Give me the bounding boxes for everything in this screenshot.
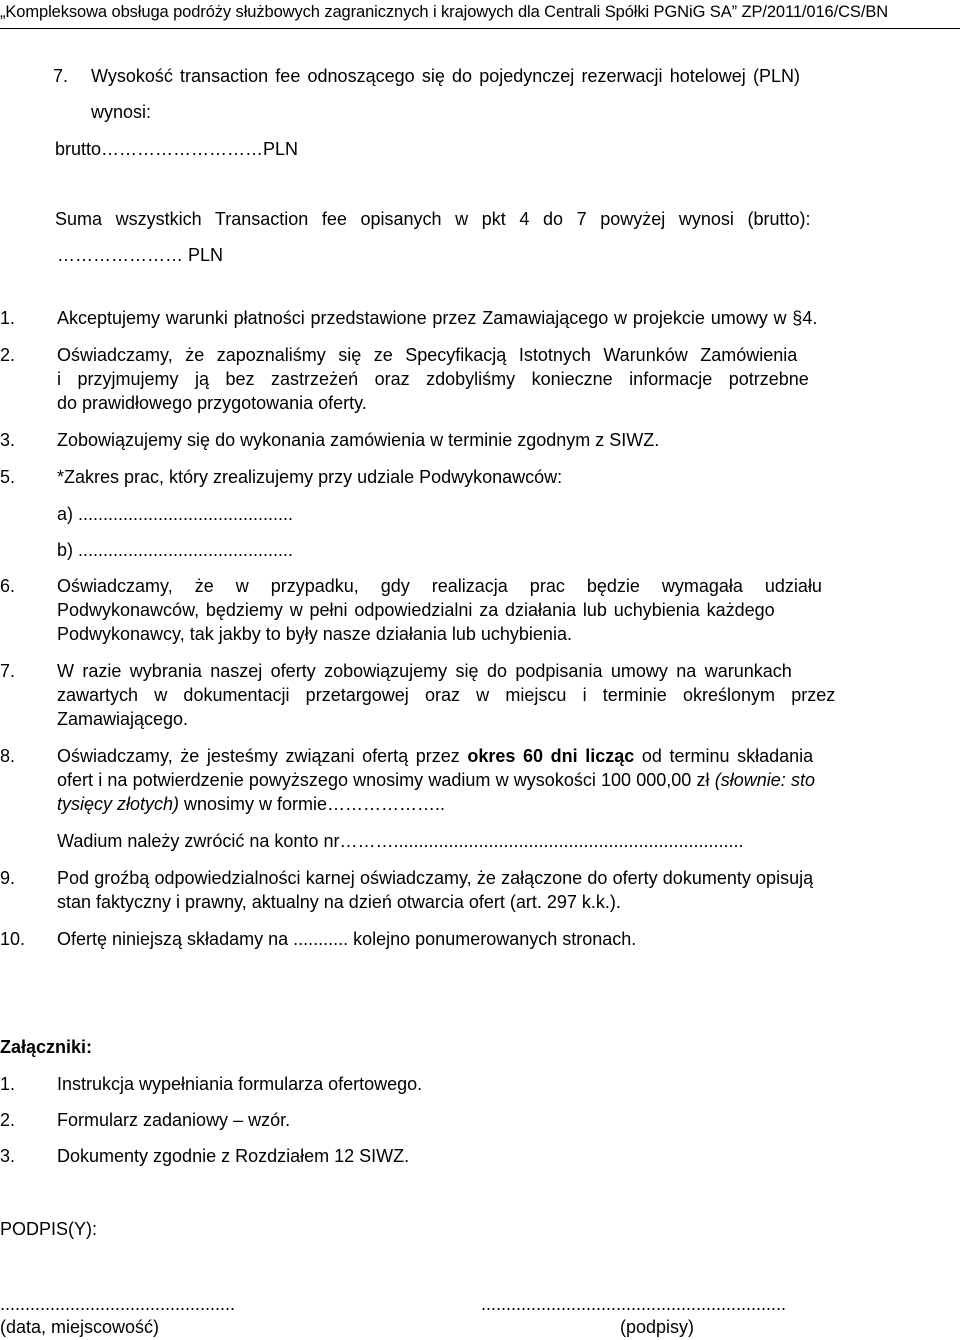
item-8-line-2 — [57, 768, 815, 792]
attachment-1-text: Instrukcja wypełniania formularza ofertowego. — [57, 1074, 423, 1094]
item-8-bold-term: okres 60 dni licząc — [467, 746, 635, 766]
attachments-title: Załączniki: — [0, 1037, 93, 1057]
fee-item-text-cont: wynosi: — [91, 102, 152, 122]
brutto-line: brutto………………………PLN — [55, 139, 299, 159]
fee-sum-value-line: ………………… PLN — [57, 245, 224, 265]
item-6-line-3: Podwykonawcy, tak jakby to były nasze działania lub uchybienia. — [57, 624, 572, 644]
item-7-line-2: zawartych w dokumentacji przetargowej oraz w miejscu i terminie określonym przez — [57, 685, 836, 705]
item-6-line-1: Oświadczamy, że w przypadku, gdy realizacja prac będzie wymagała udziału — [57, 576, 822, 596]
item-5-number: 5. — [0, 467, 16, 487]
signature-sign-dots: ............................................................. — [481, 1294, 787, 1314]
item-7-number: 7. — [0, 661, 16, 681]
item-6-number: 6. — [0, 576, 16, 596]
page-header: „Kompleksowa obsługa podróży służbowych zagranicznych i krajowych dla Centrali Spółki PGNiG SA” ZP/2011/016/CS/BN — [0, 0, 960, 29]
signature-date-caption: (data, miejscowość) — [0, 1317, 160, 1337]
fee-item-text: Wysokość transaction fee odnoszącego się do pojedynczej rezerwacji hotelowej (PLN) — [91, 66, 800, 86]
attachment-2-text: Formularz zadaniowy – wzór. — [57, 1110, 291, 1130]
item-5-b: b) ........................................... — [57, 540, 294, 560]
item-8-line-1-start: Oświadczamy, że jesteśmy związani ofertą przez — [57, 746, 468, 766]
item-6-line-2: Podwykonawców, będziemy w pełni odpowiedzialni za działania lub uchybienia każdego — [57, 600, 775, 620]
item-7-line-3: Zamawiającego. — [57, 709, 189, 729]
item-2-number: 2. — [0, 345, 16, 365]
item-8-line-3-end: wnosimy w formie……………….. — [179, 794, 446, 814]
item-10-text: Ofertę niniejszą składamy na ........... kolejno ponumerowanych stronach. — [57, 929, 637, 949]
item-8-account-line: Wadium należy zwrócić na konto nr………...................................................................... — [57, 831, 744, 851]
item-3-number: 3. — [0, 430, 16, 450]
item-8-line-3 — [57, 792, 445, 816]
item-9-number: 9. — [0, 868, 16, 888]
item-2-line-1: Oświadczamy, że zapoznaliśmy się ze Specyfikacją Istotnych Warunków Zamówienia — [57, 345, 798, 365]
attachment-3-number: 3. — [0, 1146, 16, 1166]
fee-sum-line: Suma wszystkich Transaction fee opisanych w pkt 4 do 7 powyżej wynosi (brutto): — [55, 209, 811, 229]
item-8-line-1-end: od terminu składania — [634, 746, 814, 766]
item-8-line-2-start: ofert i na potwierdzenie powyższego wnosimy wadium w wysokości 100 000,00 zł — [57, 770, 715, 790]
item-10-number: 10. — [0, 929, 26, 949]
attachment-1-number: 1. — [0, 1074, 16, 1094]
fee-item-number: 7. — [53, 66, 69, 86]
item-9-line-2: stan faktyczny i prawny, aktualny na dzień otwarcia ofert (art. 297 k.k.). — [57, 892, 621, 912]
signature-sign-caption: (podpisy) — [620, 1317, 695, 1337]
item-8-line-1 — [57, 744, 813, 768]
item-1-text: Akceptujemy warunki płatności przedstawione przez Zamawiającego w projekcie umowy w §4. — [57, 308, 818, 328]
item-1-number: 1. — [0, 308, 16, 328]
attachment-3-text: Dokumenty zgodnie z Rozdziałem 12 SIWZ. — [57, 1146, 410, 1166]
item-2-line-3: do prawidłowego przygotowania oferty. — [57, 393, 367, 413]
signature-date-dots: ............................................... — [0, 1294, 236, 1314]
item-8-line-3-italic: tysięcy złotych) — [57, 794, 180, 814]
item-9-line-1: Pod groźbą odpowiedzialności karnej oświadczamy, że załączone do oferty dokumenty opisują — [57, 868, 814, 888]
item-8-line-2-italic: (słownie: sto — [714, 770, 815, 790]
attachment-2-number: 2. — [0, 1110, 16, 1130]
item-2-line-2: i przyjmujemy ją bez zastrzeżeń oraz zdobyliśmy konieczne informacje potrzebne — [57, 369, 809, 389]
item-5-text: *Zakres prac, który zrealizujemy przy udziale Podwykonawców: — [57, 467, 563, 487]
item-3-text: Zobowiązujemy się do wykonania zamówienia w terminie zgodnym z SIWZ. — [57, 430, 660, 450]
signature-label: PODPIS(Y): — [0, 1219, 98, 1239]
item-5-a: a) ........................................... — [57, 504, 294, 524]
item-8-number: 8. — [0, 746, 16, 766]
item-7-line-1: W razie wybrania naszej oferty zobowiązujemy się do podpisania umowy na warunkach — [57, 661, 792, 681]
